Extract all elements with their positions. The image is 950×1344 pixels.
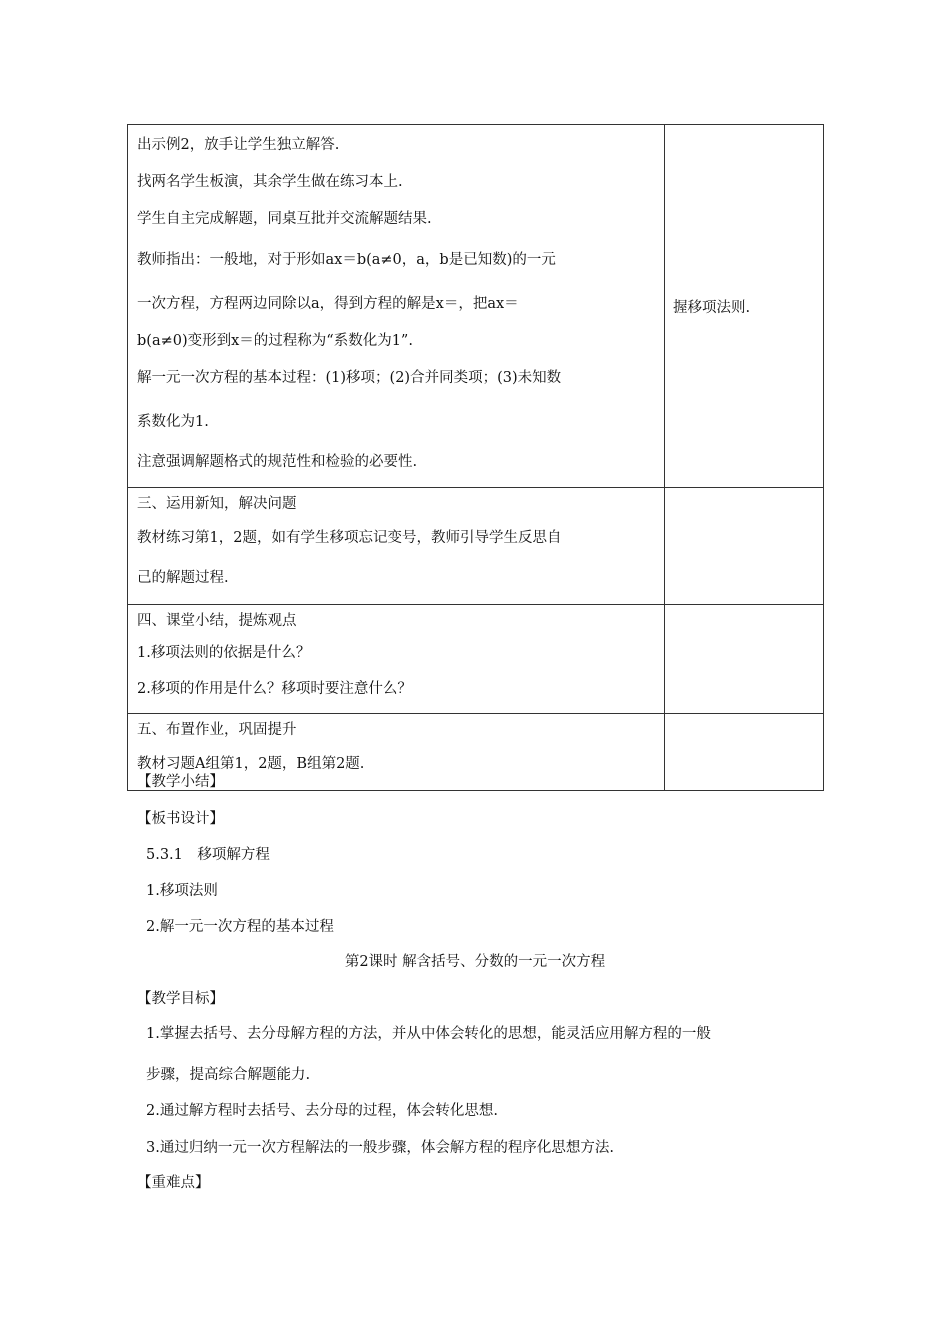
board-heading: 【板书设计】 — [137, 811, 224, 827]
table-row — [128, 125, 824, 488]
table-cell-intent — [665, 605, 824, 714]
goal-item: 2.通过解方程时去括号、去分母的过程，体会转化思想. — [146, 1103, 498, 1119]
goals-heading: 【教学目标】 — [137, 991, 224, 1007]
text-line: 五、布置作业，巩固提升 — [137, 722, 297, 738]
text-line: 教材习题A组第1，2题，B组第2题. — [137, 756, 365, 772]
board-item: 1.移项法则 — [146, 883, 218, 899]
text-line: b(a≠0)变形到x＝的过程称为“系数化为1”. — [137, 333, 413, 349]
text-line: 解一元一次方程的基本过程：(1)移项；(2)合并同类项；(3)未知数 — [137, 370, 562, 386]
text-line: 己的解题过程. — [137, 570, 229, 586]
table-cell-activity — [128, 605, 665, 714]
table-cell-intent — [665, 125, 824, 488]
text-line: 三、运用新知，解决问题 — [137, 496, 297, 512]
text-line: 1.移项法则的依据是什么？ — [137, 645, 311, 661]
board-item: 2.解一元一次方程的基本过程 — [146, 919, 334, 935]
text-line: 四、课堂小结，提炼观点 — [137, 613, 297, 629]
table-row — [128, 605, 824, 714]
table-cell-intent — [665, 714, 824, 791]
goal-item-continued: 步骤，提高综合解题能力. — [146, 1067, 311, 1083]
table-row — [128, 488, 824, 605]
table-cell-activity — [128, 488, 665, 605]
text-line: 注意强调解题格式的规范性和检验的必要性. — [137, 454, 418, 470]
lesson-title: 第2课时 解含括号、分数的一元一次方程 — [344, 954, 606, 970]
table-cell-activity — [128, 125, 665, 488]
table-row — [128, 714, 824, 791]
text-line: 出示例2，放手让学生独立解答. — [137, 137, 340, 153]
goal-item: 3.通过归纳一元一次方程解法的一般步骤，体会解方程的程序化思想方法. — [146, 1140, 614, 1156]
text-line: 教材练习第1，2题，如有学生移项忘记变号，教师引导学生反思自 — [137, 530, 562, 546]
intent-text: 握移项法则. — [673, 299, 751, 316]
text-line: 一次方程，方程两边同除以a，得到方程的解是x＝，把ax＝ — [137, 296, 519, 312]
table-cell-intent — [665, 488, 824, 605]
text-line: 2.移项的作用是什么？移项时要注意什么？ — [137, 681, 412, 697]
board-title: 5.3.1 移项解方程 — [146, 847, 270, 863]
text-line: 教师指出：一般地，对于形如ax＝b(a≠0，a，b是已知数)的一元 — [137, 252, 556, 268]
text-line: 找两名学生板演，其余学生做在练习本上. — [137, 174, 403, 190]
text-line: 学生自主完成解题，同桌互批并交流解题结果. — [137, 211, 432, 227]
text-line: 系数化为1. — [137, 414, 209, 430]
lesson-plan-table — [127, 124, 824, 791]
summary-heading: 【教学小结】 — [137, 774, 224, 790]
goal-item: 1.掌握去括号、去分母解方程的方法，并从中体会转化的思想，能灵活应用解方程的一般 — [146, 1026, 711, 1042]
key-points-heading: 【重难点】 — [137, 1175, 210, 1191]
